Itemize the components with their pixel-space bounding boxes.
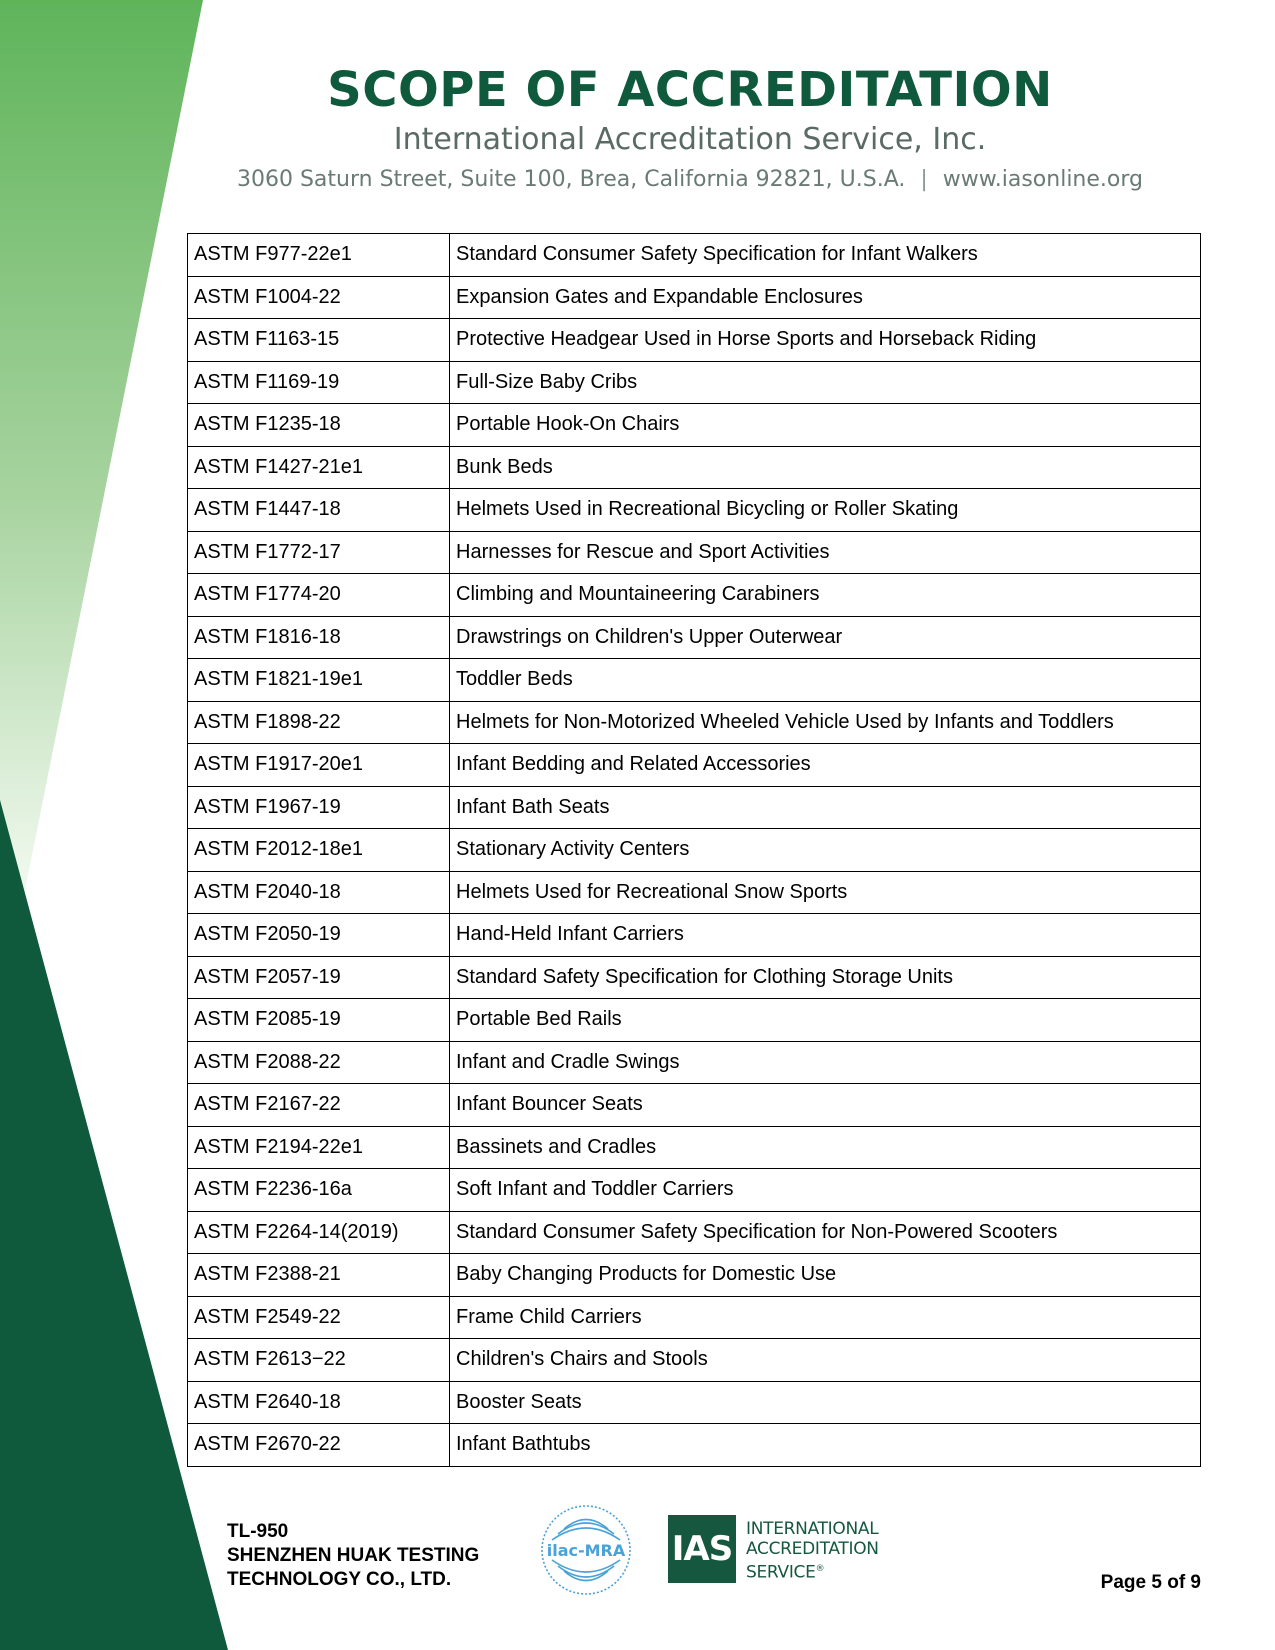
- standard-description-cell: Bunk Beds: [450, 446, 1201, 489]
- table-row: [188, 574, 1201, 617]
- document-header: [180, 60, 1200, 198]
- standard-code-cell: ASTM F2040-18: [188, 871, 450, 914]
- scope-table: [187, 233, 1201, 1467]
- ias-name-line2: ACCREDITATION: [746, 1539, 879, 1559]
- standard-code-cell: ASTM F2057-19: [188, 956, 450, 999]
- standard-code-cell: ASTM F2167-22: [188, 1084, 450, 1127]
- standard-code-cell: ASTM F2549-22: [188, 1296, 450, 1339]
- table-row: [188, 1041, 1201, 1084]
- standard-code-cell: ASTM F1917-20e1: [188, 744, 450, 787]
- standard-description-cell: Soft Infant and Toddler Carriers: [450, 1169, 1201, 1212]
- table-row: [188, 659, 1201, 702]
- table-row: [188, 446, 1201, 489]
- table-row: [188, 914, 1201, 957]
- ias-name-line3: SERVICE: [746, 1562, 816, 1583]
- standard-description-cell: Standard Consumer Safety Specification for Infant Walkers: [450, 234, 1201, 277]
- standard-code-cell: ASTM F2388-21: [188, 1254, 450, 1297]
- standard-description-cell: Infant Bathtubs: [450, 1424, 1201, 1467]
- standard-description-cell: Portable Bed Rails: [450, 999, 1201, 1042]
- standard-description-cell: Booster Seats: [450, 1381, 1201, 1424]
- standard-code-cell: ASTM F1163-15: [188, 319, 450, 362]
- table-row: [188, 701, 1201, 744]
- company-name-line1: SHENZHEN HUAK TESTING: [227, 1545, 480, 1566]
- standard-description-cell: Helmets Used for Recreational Snow Sports: [450, 871, 1201, 914]
- standard-description-cell: Baby Changing Products for Domestic Use: [450, 1254, 1201, 1297]
- table-row: [188, 1381, 1201, 1424]
- standard-description-cell: Bassinets and Cradles: [450, 1126, 1201, 1169]
- standard-code-cell: ASTM F1774-20: [188, 574, 450, 617]
- table-row: [188, 489, 1201, 532]
- page-number: Page 5 of 9: [1100, 1572, 1201, 1593]
- standard-description-cell: Infant and Cradle Swings: [450, 1041, 1201, 1084]
- table-row: [188, 829, 1201, 872]
- ias-logo-mark: [668, 1515, 736, 1583]
- ilac-logo-text: ilac-MRA: [546, 1541, 626, 1560]
- standard-description-cell: Standard Safety Specification for Clothing Storage Units: [450, 956, 1201, 999]
- organization-name: International Accreditation Service, Inc.: [393, 122, 987, 157]
- table-row: [188, 531, 1201, 574]
- ias-logo-text: IAS: [671, 1529, 733, 1569]
- standard-description-cell: Full-Size Baby Cribs: [450, 361, 1201, 404]
- standard-description-cell: Infant Bouncer Seats: [450, 1084, 1201, 1127]
- standard-description-cell: Children's Chairs and Stools: [450, 1339, 1201, 1382]
- scope-table-body: [188, 234, 1201, 1467]
- table-row: [188, 1339, 1201, 1382]
- table-row: [188, 1296, 1201, 1339]
- certificate-number: TL-950: [227, 1521, 289, 1542]
- ilac-mra-logo: [538, 1502, 634, 1598]
- ias-logo-wordmark: [746, 1519, 879, 1583]
- standard-description-cell: Protective Headgear Used in Horse Sports and Horseback Riding: [450, 319, 1201, 362]
- table-row: [188, 1254, 1201, 1297]
- standard-description-cell: Hand-Held Infant Carriers: [450, 914, 1201, 957]
- standard-code-cell: ASTM F2194-22e1: [188, 1126, 450, 1169]
- table-row: [188, 786, 1201, 829]
- standard-description-cell: Infant Bath Seats: [450, 786, 1201, 829]
- standard-code-cell: ASTM F1427-21e1: [188, 446, 450, 489]
- standard-description-cell: Helmets for Non-Motorized Wheeled Vehicle Used by Infants and Toddlers: [450, 701, 1201, 744]
- standard-code-cell: ASTM F2236-16a: [188, 1169, 450, 1212]
- standard-description-cell: Expansion Gates and Expandable Enclosures: [450, 276, 1201, 319]
- standard-description-cell: Climbing and Mountaineering Carabiners: [450, 574, 1201, 617]
- standard-code-cell: ASTM F977-22e1: [188, 234, 450, 277]
- company-name-line2: TECHNOLOGY CO., LTD.: [227, 1569, 452, 1590]
- organization-address-line: [180, 162, 1200, 198]
- table-row: [188, 1169, 1201, 1212]
- standard-description-cell: Frame Child Carriers: [450, 1296, 1201, 1339]
- standard-code-cell: ASTM F1447-18: [188, 489, 450, 532]
- table-row: [188, 361, 1201, 404]
- standard-code-cell: ASTM F1816-18: [188, 616, 450, 659]
- ias-name-line1: INTERNATIONAL: [746, 1519, 879, 1539]
- standard-code-cell: ASTM F2670-22: [188, 1424, 450, 1467]
- table-row: [188, 956, 1201, 999]
- table-row: [188, 1084, 1201, 1127]
- standard-description-cell: Toddler Beds: [450, 659, 1201, 702]
- standard-code-cell: ASTM F2640-18: [188, 1381, 450, 1424]
- standard-description-cell: Portable Hook-On Chairs: [450, 404, 1201, 447]
- standard-description-cell: Infant Bedding and Related Accessories: [450, 744, 1201, 787]
- standard-code-cell: ASTM F2012-18e1: [188, 829, 450, 872]
- standard-description-cell: Helmets Used in Recreational Bicycling or Roller Skating: [450, 489, 1201, 532]
- table-row: [188, 1424, 1201, 1467]
- standard-description-cell: Standard Consumer Safety Specification for Non-Powered Scooters: [450, 1211, 1201, 1254]
- address-separator: |: [920, 167, 928, 192]
- standard-code-cell: ASTM F2085-19: [188, 999, 450, 1042]
- standard-code-cell: ASTM F1169-19: [188, 361, 450, 404]
- standard-code-cell: ASTM F2050-19: [188, 914, 450, 957]
- table-row: [188, 616, 1201, 659]
- table-row: [188, 276, 1201, 319]
- standard-description-cell: Harnesses for Rescue and Sport Activities: [450, 531, 1201, 574]
- website-link[interactable]: www.iasonline.org: [942, 167, 1143, 192]
- table-row: [188, 234, 1201, 277]
- standard-description-cell: Stationary Activity Centers: [450, 829, 1201, 872]
- table-row: [188, 1211, 1201, 1254]
- standard-code-cell: ASTM F1235-18: [188, 404, 450, 447]
- table-row: [188, 871, 1201, 914]
- table-row: [188, 404, 1201, 447]
- standard-description-cell: Drawstrings on Children's Upper Outerwear: [450, 616, 1201, 659]
- address-text: 3060 Saturn Street, Suite 100, Brea, California 92821, U.S.A.: [236, 167, 906, 192]
- standard-code-cell: ASTM F1821-19e1: [188, 659, 450, 702]
- table-row: [188, 744, 1201, 787]
- standard-code-cell: ASTM F2088-22: [188, 1041, 450, 1084]
- lab-identification: [227, 1520, 479, 1592]
- standard-code-cell: ASTM F1967-19: [188, 786, 450, 829]
- standard-code-cell: ASTM F1898-22: [188, 701, 450, 744]
- table-row: [188, 999, 1201, 1042]
- table-row: [188, 1126, 1201, 1169]
- standard-code-cell: ASTM F2264-14(2019): [188, 1211, 450, 1254]
- standard-code-cell: ASTM F2613−22: [188, 1339, 450, 1382]
- standard-code-cell: ASTM F1004-22: [188, 276, 450, 319]
- table-row: [188, 319, 1201, 362]
- standard-code-cell: ASTM F1772-17: [188, 531, 450, 574]
- registered-mark: ®: [815, 1564, 825, 1574]
- page-title: SCOPE OF ACCREDITATION: [327, 62, 1053, 118]
